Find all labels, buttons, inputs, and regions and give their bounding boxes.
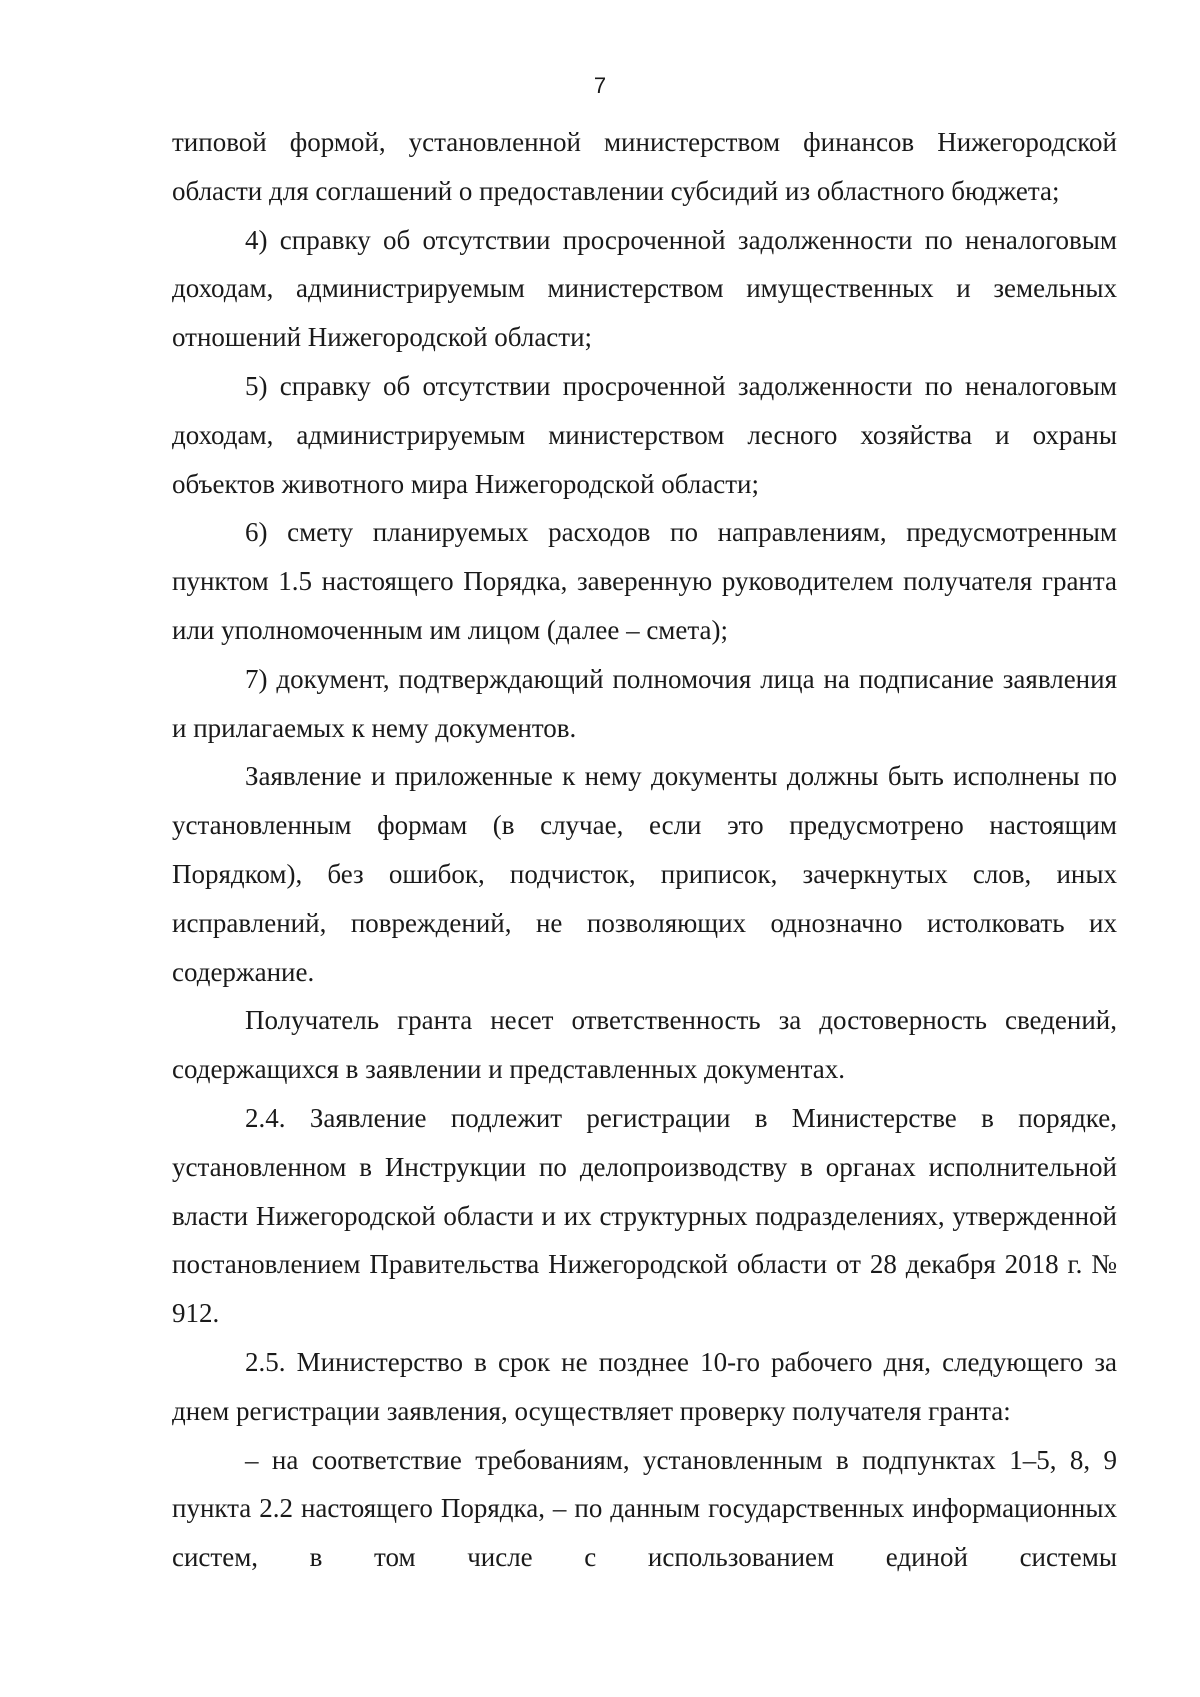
paragraph-check-requirements: – на соответствие требованиям, установленным в подпунктах 1–5, 8, 9 пункта 2.2 настоящего Порядка, – по данным государственных информационных систем, в том числе с использованием единой системы — [172, 1444, 1117, 1573]
document-body — [172, 118, 1117, 1582]
paragraph-item-4: 4) справку об отсутствии просроченной задолженности по неналоговым доходам, администрируемым министерством имущественных и земельных отношений Нижегородской области; — [172, 224, 1117, 353]
paragraph-requirements: Заявление и приложенные к нему документы должны быть исполнены по установленным формам (в случае, если это предусмотрено настоящим Порядком), без ошибок, подчисток, приписок, зачеркнутых слов, иных исправлений, повреждений, не позволяющих однозначно истолковать их содержание. — [172, 761, 1117, 987]
page-number: 7 — [593, 73, 607, 98]
paragraph-continuation: типовой формой, установленной министерством финансов Нижегородской области для соглашений о предоставлении субсидий из областного бюджета; — [172, 127, 1117, 206]
paragraph-2-5: 2.5. Министерство в срок не позднее 10-го рабочего дня, следующего за днем регистрации заявления, осуществляет проверку получателя гранта: — [172, 1346, 1117, 1426]
paragraph-item-6: 6) смету планируемых расходов по направлениям, предусмотренным пунктом 1.5 настоящего Порядка, заверенную руководителем получателя гранта или уполномоченным им лицом (далее – смета); — [172, 517, 1117, 645]
paragraph-item-7: 7) документ, подтверждающий полномочия лица на подписание заявления и прилагаемых к нему документов. — [172, 663, 1117, 743]
paragraph-item-5: 5) справку об отсутствии просроченной задолженности по неналоговым доходам, администрируемым министерством лесного хозяйства и охраны объектов животного мира Нижегородской области; — [172, 370, 1117, 499]
paragraph-2-4: 2.4. Заявление подлежит регистрации в Министерстве в порядке, установленном в Инструкции по делопроизводству в органах исполнительной власти Нижегородской области и их структурных подразделениях, утвержденной постановлением Правительства Нижегородской области от 28 декабря 2018 г. № 912. — [172, 1102, 1117, 1329]
paragraph-responsibility: Получатель гранта несет ответственность за достоверность сведений, содержащихся в заявлении и представленных документах. — [172, 1005, 1117, 1085]
